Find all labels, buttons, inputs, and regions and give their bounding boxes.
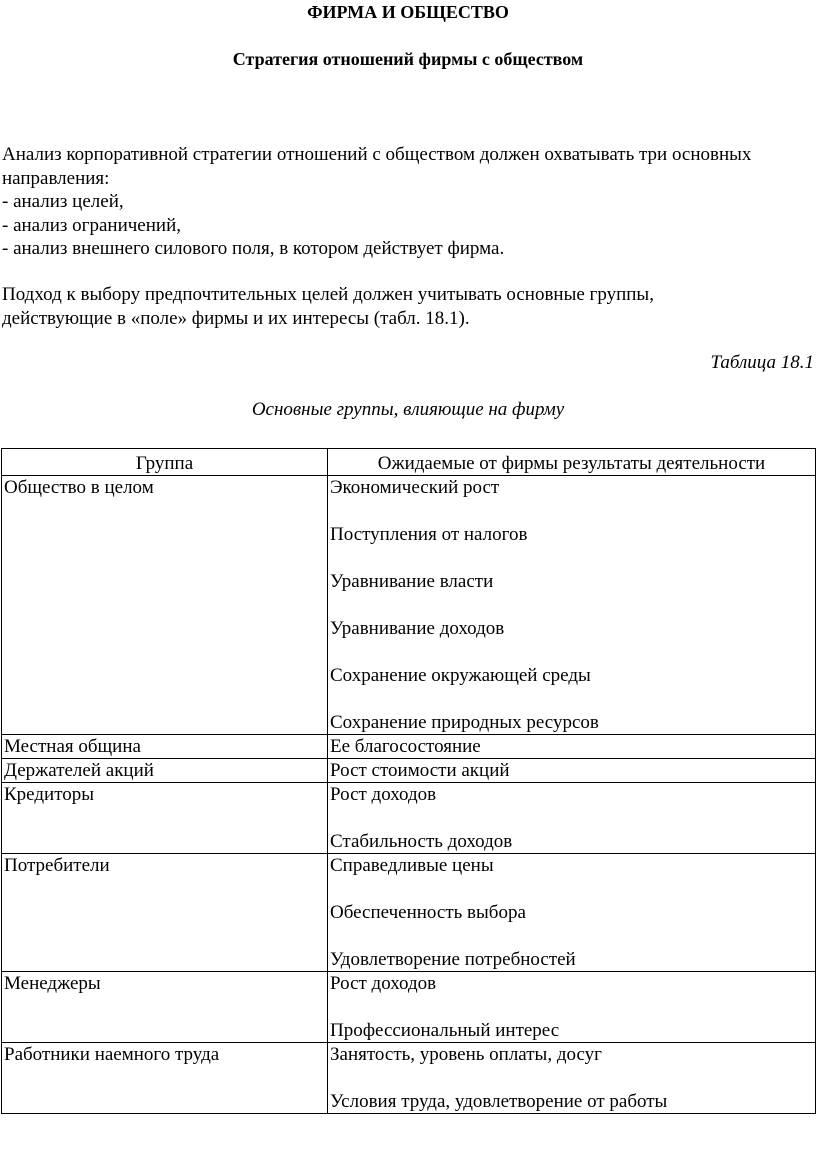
group-cell: Менеджеры: [2, 972, 328, 1043]
table-row: [2, 854, 816, 972]
result-item: Справедливые цены: [330, 855, 494, 876]
group-cell: Кредиторы: [2, 783, 328, 854]
header-group: Группа: [2, 449, 328, 476]
approach-line: действующие в «поле» фирмы и их интересы (табл. 18.1).: [2, 307, 470, 329]
result-item: Сохранение природных ресурсов: [330, 712, 599, 733]
result-item: Стабильность доходов: [330, 831, 513, 852]
intro-line: Анализ корпоративной стратегии отношений с обществом должен охватывать три основных: [2, 144, 752, 165]
result-item: Сохранение окружающей среды: [330, 665, 591, 686]
table-row: [2, 735, 816, 759]
table-caption: Основные группы, влияющие на фирму: [251, 399, 565, 420]
table-row: [2, 759, 816, 783]
groups-table: [1, 448, 816, 1114]
results-cell: [328, 476, 816, 735]
result-item: Рост доходов: [330, 784, 437, 805]
table-row: [2, 476, 816, 735]
result-item: Экономический рост: [330, 477, 500, 498]
results-cell: [328, 1043, 816, 1114]
result-item: Обеспеченность выбора: [330, 902, 526, 923]
results-cell: [328, 759, 816, 783]
result-item: Рост стоимости акций: [330, 760, 510, 781]
group-cell: Общество в целом: [2, 476, 328, 735]
intro-line: направления:: [2, 167, 110, 189]
table-row: [2, 972, 816, 1043]
document-subtitle: Стратегия отношений фирмы с обществом: [232, 49, 584, 69]
group-cell: Местная община: [2, 735, 328, 759]
table-header-row: [2, 449, 816, 476]
intro-list-item: - анализ ограничений,: [2, 214, 181, 236]
intro-paragraph: [2, 143, 812, 261]
results-cell: [328, 854, 816, 972]
group-cell: Работники наемного труда: [2, 1043, 328, 1114]
table-body: [2, 476, 816, 1114]
header-results: Ожидаемые от фирмы результаты деятельности: [328, 449, 816, 476]
document-title: ФИРМА И ОБЩЕСТВО: [307, 2, 509, 22]
group-cell: Потребители: [2, 854, 328, 972]
result-item: Уравнивание доходов: [330, 618, 505, 639]
table-number-label: Таблица 18.1: [710, 352, 814, 373]
result-item: Профессиональный интерес: [330, 1020, 560, 1041]
results-cell: [328, 972, 816, 1043]
result-item: Условия труда, удовлетворение от работы: [330, 1091, 668, 1112]
approach-line: Подход к выбору предпочтительных целей должен учитывать основные группы,: [2, 284, 654, 305]
intro-list-item: - анализ целей,: [2, 191, 124, 212]
intro-list-item: - анализ внешнего силового поля, в котором действует фирма.: [2, 238, 505, 259]
result-item: Ее благосостояние: [330, 736, 481, 757]
result-item: Поступления от налогов: [330, 524, 528, 545]
result-item: Удовлетворение потребностей: [330, 949, 576, 970]
table-row: [2, 783, 816, 854]
result-item: Рост доходов: [330, 973, 437, 994]
results-cell: [328, 783, 816, 854]
group-cell: Держателей акций: [2, 759, 328, 783]
approach-paragraph: [2, 283, 812, 330]
table-row: [2, 1043, 816, 1114]
result-item: Уравнивание власти: [330, 571, 494, 592]
result-item: Занятость, уровень оплаты, досуг: [330, 1044, 602, 1065]
results-cell: [328, 735, 816, 759]
